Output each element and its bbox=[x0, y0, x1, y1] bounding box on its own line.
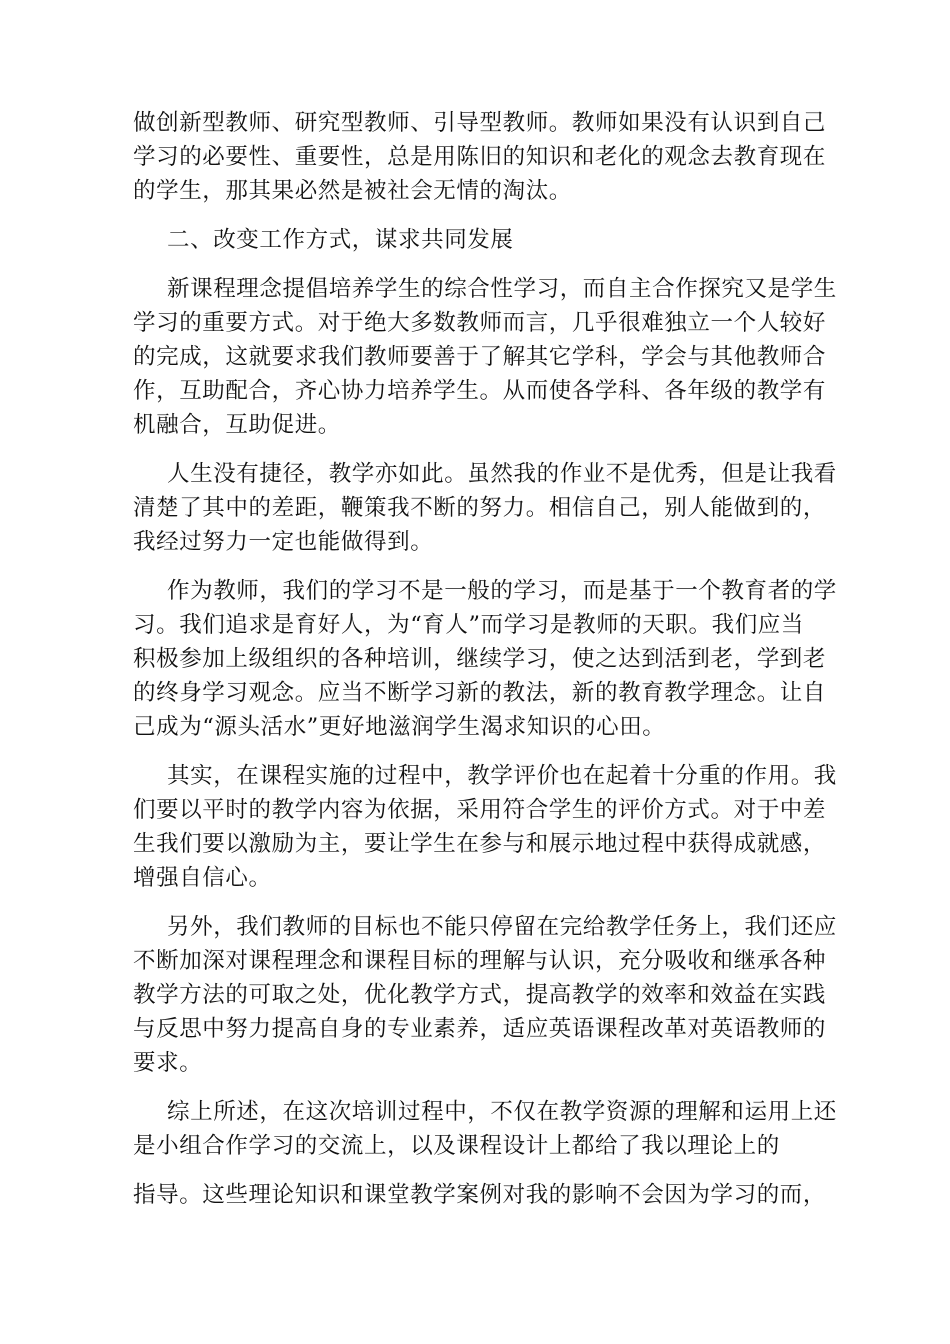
text-line: 清楚了其中的差距，鞭策我不断的努力。相信自己，别人能做到的， bbox=[133, 495, 827, 521]
text-line: 的学生，那其果必然是被社会无情的淘汰。 bbox=[133, 178, 572, 204]
text-line: 学习的必要性、重要性，总是用陈旧的知识和老化的观念去教育现在 bbox=[133, 144, 827, 170]
text-line: 生我们要以激励为主，要让学生在参与和展示地过程中获得成就感， bbox=[133, 831, 827, 857]
text-line: 学习的重要方式。对于绝大多数教师而言，几乎很难独立一个人较好 bbox=[133, 310, 827, 336]
text-line: 习。我们追求是育好人，为“育人”而学习是教师的天职。我们应当 bbox=[133, 612, 805, 638]
text-line: 作为教师，我们的学习不是一般的学习，而是基于一个教育者的学 bbox=[167, 578, 837, 604]
text-line: 们要以平时的教学内容为依据，采用符合学生的评价方式。对于中差 bbox=[133, 797, 827, 823]
text-line: 积极参加上级组织的各种培训，继续学习，使之达到活到老，学到老 bbox=[133, 646, 827, 672]
text-line: 是小组合作学习的交流上，以及课程设计上都给了我以理论上的 bbox=[133, 1133, 780, 1159]
text-line: 的完成，这就要求我们教师要善于了解其它学科，学会与其他教师合 bbox=[133, 344, 827, 370]
section-heading: 二、改变工作方式，谋求共同发展 bbox=[167, 227, 514, 253]
text-line: 综上所述，在这次培训过程中，不仅在教学资源的理解和运用上还 bbox=[167, 1099, 837, 1125]
text-line: 增强自信心。 bbox=[133, 865, 272, 891]
text-line: 己成为“源头活水”更好地滋润学生渴求知识的心田。 bbox=[133, 714, 666, 740]
text-line: 其实，在课程实施的过程中，教学评价也在起着十分重的作用。我 bbox=[167, 763, 837, 789]
text-line: 指导。这些理论知识和课堂教学案例对我的影响不会因为学习的而， bbox=[133, 1182, 827, 1208]
text-line: 作，互助配合，齐心协力培养学生。从而使各学科、各年级的教学有 bbox=[133, 378, 827, 404]
text-line: 做创新型教师、研究型教师、引导型教师。教师如果没有认识到自己 bbox=[133, 110, 827, 136]
text-line: 人生没有捷径，教学亦如此。虽然我的作业不是优秀，但是让我看 bbox=[167, 461, 837, 487]
text-line: 要求。 bbox=[133, 1050, 203, 1076]
text-line: 的终身学习观念。应当不断学习新的教法，新的教育教学理念。让自 bbox=[133, 680, 827, 706]
text-line: 另外，我们教师的目标也不能只停留在完给教学任务上，我们还应 bbox=[167, 914, 837, 940]
text-line: 新课程理念提倡培养学生的综合性学习，而自主合作探究又是学生 bbox=[167, 276, 837, 302]
text-line: 机融合，互助促进。 bbox=[133, 412, 341, 438]
text-line: 不断加深对课程理念和课程目标的理解与认识，充分吸收和继承各种 bbox=[133, 948, 827, 974]
text-line: 与反思中努力提高自身的专业素养，适应英语课程改革对英语教师的 bbox=[133, 1016, 827, 1042]
text-line: 教学方法的可取之处，优化教学方式，提高教学的效率和效益在实践 bbox=[133, 982, 827, 1008]
text-line: 我经过努力一定也能做得到。 bbox=[133, 529, 434, 555]
